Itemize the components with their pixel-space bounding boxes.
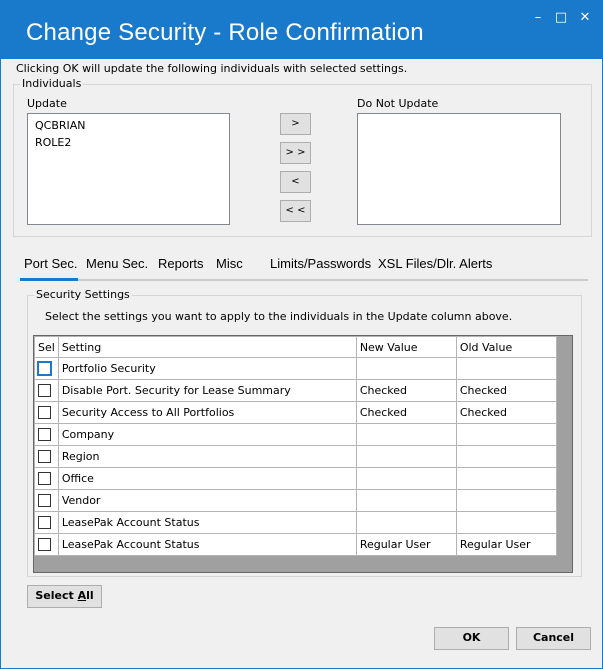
tab-strip-underline — [20, 279, 588, 281]
setting-cell: Disable Port. Security for Lease Summary — [58, 380, 356, 402]
new-value-cell — [356, 490, 456, 512]
do-not-update-label: Do Not Update — [357, 97, 439, 110]
new-value-cell — [356, 512, 456, 534]
setting-cell: Security Access to All Portfolios — [58, 402, 356, 424]
select-all-prefix: Select — [35, 589, 78, 602]
old-value-cell: Checked — [456, 380, 556, 402]
column-header-old-value[interactable]: Old Value — [456, 337, 556, 358]
row-checkbox[interactable] — [38, 538, 51, 551]
table-row[interactable] — [35, 534, 557, 556]
setting-cell: Portfolio Security — [58, 358, 356, 380]
new-value-cell — [356, 358, 456, 380]
do-not-update-listbox[interactable] — [357, 113, 561, 225]
maximize-icon[interactable]: □ — [554, 10, 568, 25]
list-item[interactable]: QCBRIAN — [35, 119, 86, 132]
tab-xsl-files[interactable]: XSL Files/Dlr. Alerts — [378, 256, 493, 271]
tab-port-sec[interactable]: Port Sec. — [24, 256, 78, 271]
new-value-cell — [356, 468, 456, 490]
row-checkbox[interactable] — [38, 428, 51, 441]
row-checkbox[interactable] — [38, 516, 51, 529]
row-select-cell[interactable] — [35, 402, 59, 424]
table-row[interactable] — [35, 380, 557, 402]
list-item[interactable]: ROLE2 — [35, 136, 72, 149]
settings-grid[interactable] — [33, 335, 573, 573]
old-value-cell — [456, 490, 556, 512]
table-row[interactable] — [35, 424, 557, 446]
move-all-left-button[interactable]: < < — [280, 200, 311, 222]
active-tab-indicator — [20, 278, 78, 281]
column-header-new-value[interactable]: New Value — [356, 337, 456, 358]
row-checkbox[interactable] — [38, 406, 51, 419]
old-value-cell — [456, 446, 556, 468]
tab-reports[interactable]: Reports — [158, 256, 204, 271]
setting-cell: Company — [58, 424, 356, 446]
tab-misc[interactable]: Misc — [216, 256, 243, 271]
table-row[interactable] — [35, 512, 557, 534]
window-title: Change Security - Role Confirmation — [26, 19, 424, 46]
tab-limits-passwords[interactable]: Limits/Passwords — [270, 256, 372, 271]
row-checkbox[interactable] — [38, 472, 51, 485]
new-value-cell: Regular User — [356, 534, 456, 556]
table-row[interactable] — [35, 446, 557, 468]
row-select-cell[interactable] — [35, 490, 59, 512]
row-select-cell[interactable] — [35, 468, 59, 490]
move-right-button[interactable]: > — [280, 113, 311, 135]
settings-table — [34, 336, 557, 556]
old-value-cell — [456, 512, 556, 534]
column-header-setting[interactable]: Setting — [58, 337, 356, 358]
new-value-cell — [356, 424, 456, 446]
row-select-cell[interactable] — [35, 380, 59, 402]
table-row[interactable] — [35, 358, 557, 380]
setting-cell: Vendor — [58, 490, 356, 512]
old-value-cell — [456, 358, 556, 380]
row-select-cell[interactable] — [35, 512, 59, 534]
new-value-cell: Checked — [356, 380, 456, 402]
intro-text: Clicking OK will update the following individuals with selected settings. — [16, 62, 408, 75]
row-checkbox[interactable] — [38, 450, 51, 463]
old-value-cell — [456, 468, 556, 490]
select-all-suffix: ll — [86, 589, 94, 602]
old-value-cell — [456, 424, 556, 446]
table-row[interactable] — [35, 402, 557, 424]
select-all-mnemonic: A — [77, 589, 87, 602]
new-value-cell — [356, 446, 456, 468]
update-listbox[interactable] — [27, 113, 230, 225]
setting-cell: Region — [58, 446, 356, 468]
row-select-cell[interactable] — [35, 358, 59, 380]
setting-cell: Office — [58, 468, 356, 490]
cancel-button[interactable]: Cancel — [516, 627, 591, 650]
tab-menu-sec[interactable]: Menu Sec. — [86, 256, 149, 271]
column-header-sel[interactable]: Sel — [35, 337, 59, 358]
row-checkbox[interactable] — [38, 362, 51, 375]
individuals-legend: Individuals — [22, 77, 82, 90]
table-row[interactable] — [35, 490, 557, 512]
setting-cell: LeasePak Account Status — [58, 534, 356, 556]
select-all-button[interactable] — [27, 585, 102, 608]
row-select-cell[interactable] — [35, 534, 59, 556]
row-checkbox[interactable] — [38, 494, 51, 507]
old-value-cell: Checked — [456, 402, 556, 424]
row-select-cell[interactable] — [35, 446, 59, 468]
old-value-cell: Regular User — [456, 534, 556, 556]
move-left-button[interactable]: < — [280, 171, 311, 193]
title-bar[interactable] — [1, 1, 603, 59]
ok-button[interactable]: OK — [434, 627, 509, 650]
row-checkbox[interactable] — [38, 384, 51, 397]
close-icon[interactable]: ✕ — [579, 10, 591, 25]
update-label: Update — [27, 97, 67, 110]
move-all-right-button[interactable]: > > — [280, 142, 311, 164]
table-row[interactable] — [35, 468, 557, 490]
security-instructions: Select the settings you want to apply to the individuals in the Update column above. — [45, 310, 513, 323]
table-header-row — [35, 337, 557, 358]
security-settings-legend: Security Settings — [36, 288, 130, 301]
row-select-cell[interactable] — [35, 424, 59, 446]
minimize-icon[interactable]: – — [534, 10, 542, 25]
setting-cell: LeasePak Account Status — [58, 512, 356, 534]
dialog-body — [1, 59, 603, 669]
new-value-cell: Checked — [356, 402, 456, 424]
